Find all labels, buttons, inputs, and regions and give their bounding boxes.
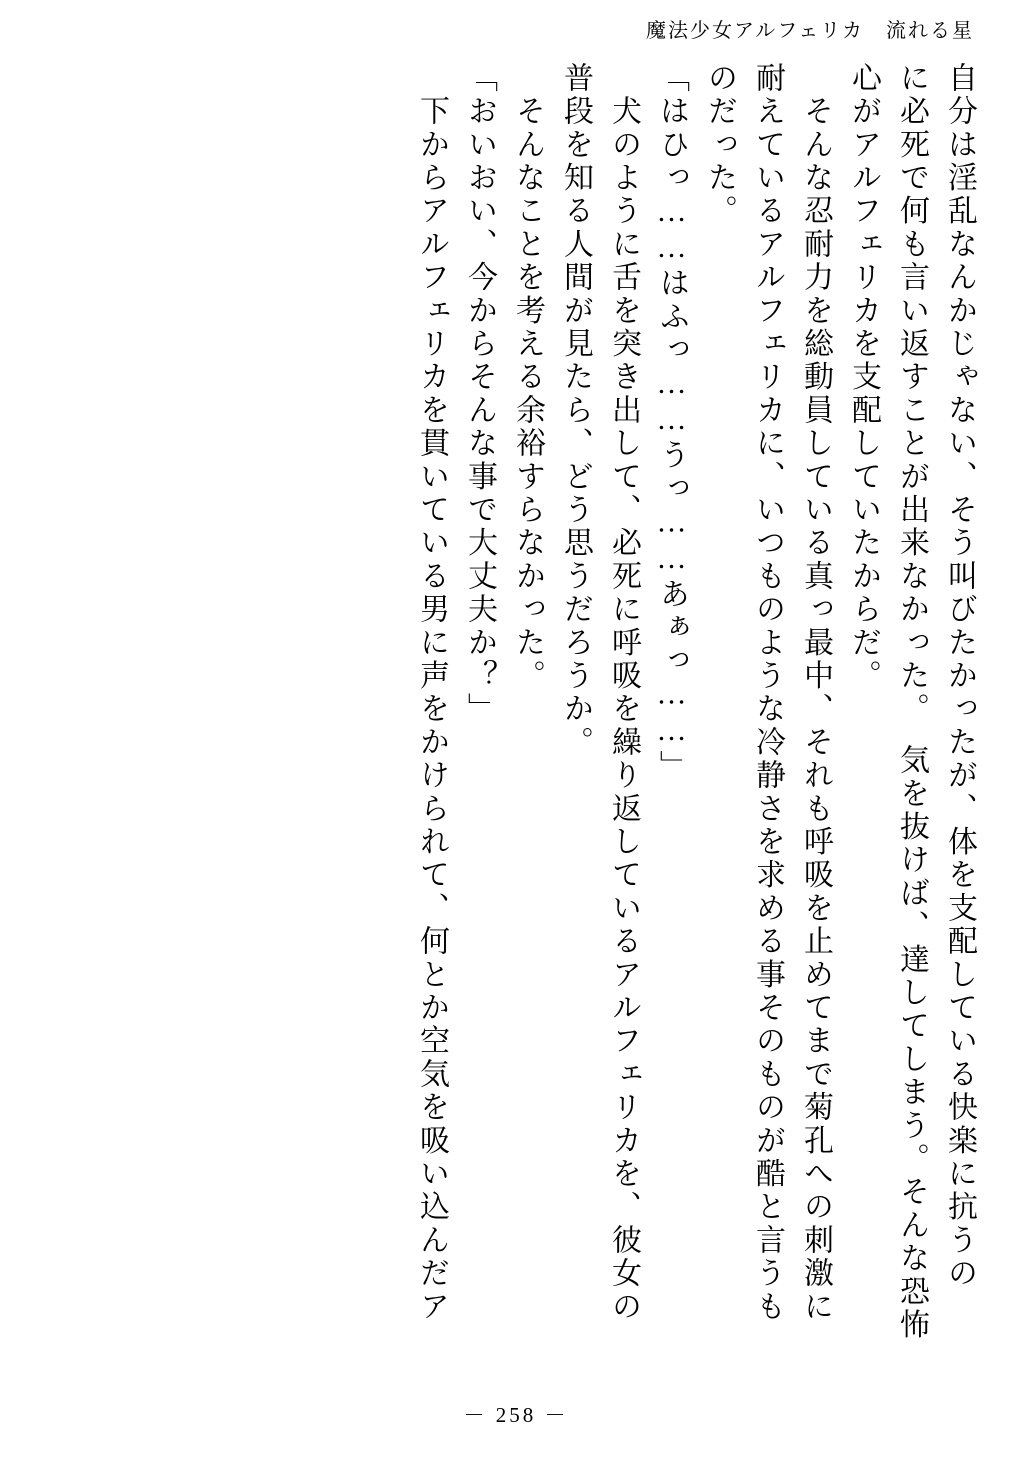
text-line: 心がアルフェリカを支配していたからだ。 <box>847 62 880 693</box>
text-line: 普段を知る人間が見たら、どう思うだろうか。 <box>559 62 592 760</box>
text-line: のだった。 <box>703 62 736 228</box>
text-line: 「はひっ……はふっ……うっ……あぁっ……」 <box>655 62 688 784</box>
page-number: － 258 － <box>463 1403 569 1427</box>
vertical-text-body <box>72 62 974 1362</box>
text-line: 犬のように舌を突き出して、必死に呼吸を繰り返しているアルフェリカを、彼女の <box>607 62 640 1324</box>
text-line: 下からアルフェリカを貫いている男に声をかけられて、何とか空気を吸い込んだア <box>415 62 448 1324</box>
text-line: 自分は淫乱なんかじゃない、そう叫びたかったが、体を支配している快楽に抗うの <box>943 62 976 1291</box>
text-line: 「おいおい、今からそんな事で大丈夫か？」 <box>463 62 496 726</box>
text-line: そんな忍耐力を総動員している真っ最中、それも呼吸を止めてまで菊孔への刺激に <box>799 62 832 1324</box>
text-line: に必死で何も言い返すことが出来なかった。 気を抜けば、達してしまう。そんな恐怖 <box>895 62 928 1342</box>
text-line: 耐えているアルフェリカに、いつものような冷静さを求める事そのものが酷と言うも <box>751 62 784 1324</box>
running-header: 魔法少女アルフェリカ 流れる星 <box>646 20 974 42</box>
text-line: そんなことを考える余裕すらなかった。 <box>511 62 544 693</box>
